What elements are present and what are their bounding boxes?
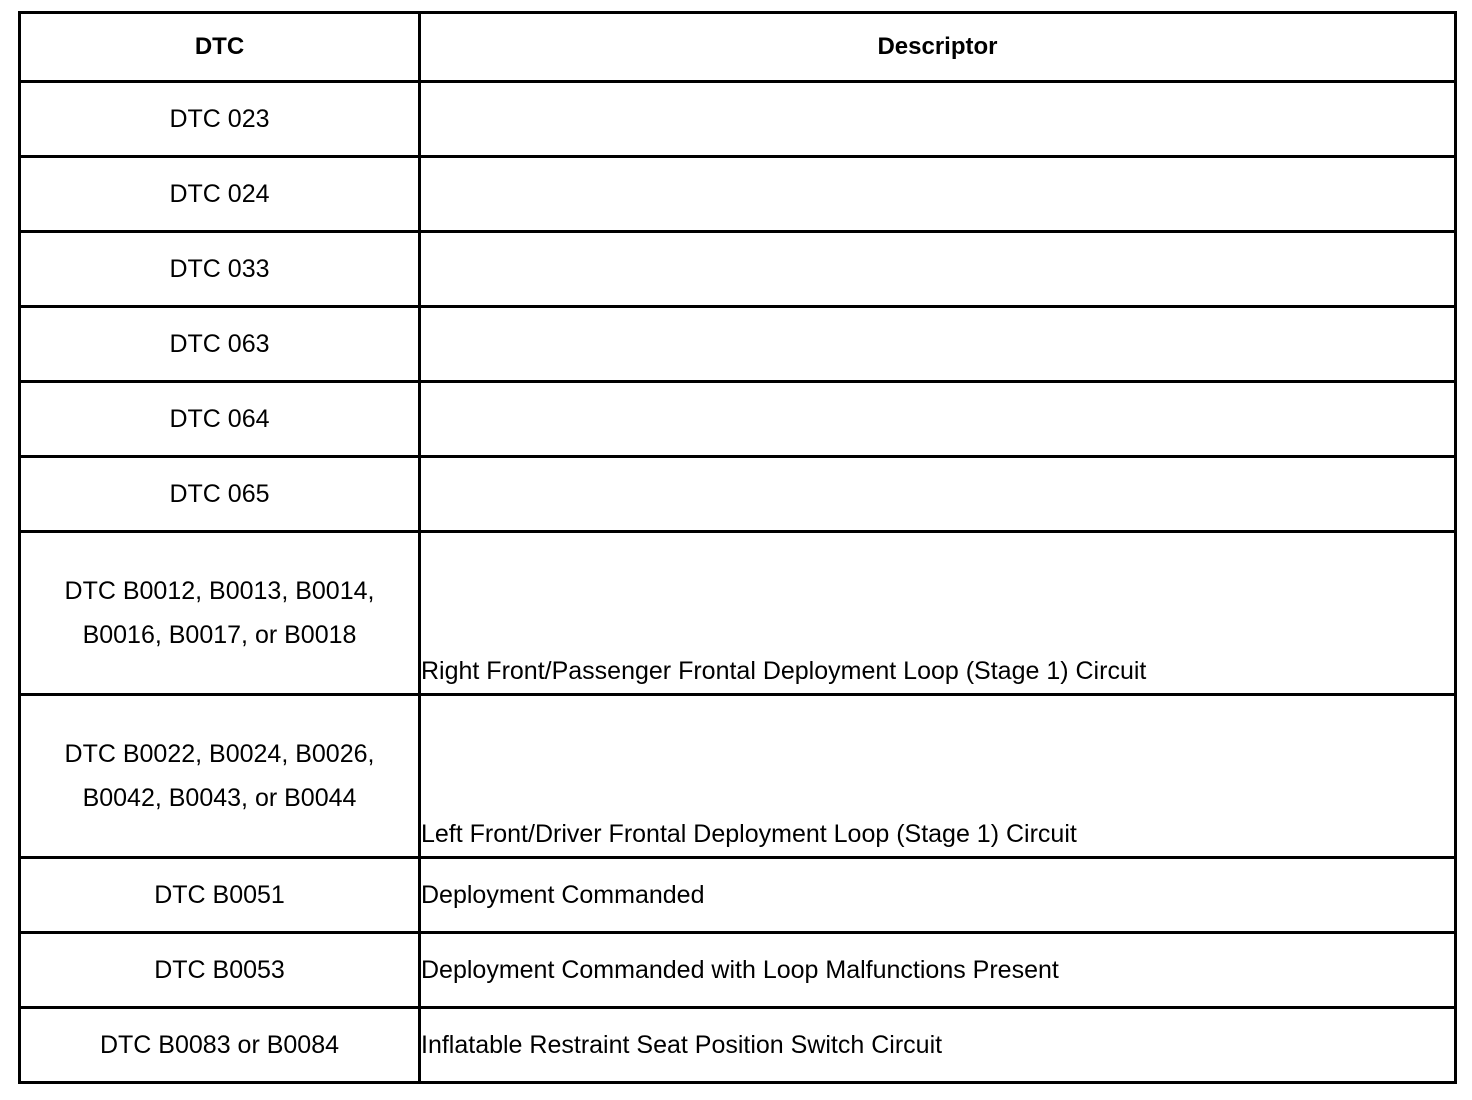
dtc-cell: DTC 023 [20, 82, 420, 157]
table-row [20, 457, 1456, 532]
dtc-cell: DTC B0083 or B0084 [20, 1008, 420, 1083]
table-row [20, 858, 1456, 933]
descriptor-cell [420, 307, 1456, 382]
column-header-descriptor: Descriptor [420, 13, 1456, 82]
table-row [20, 933, 1456, 1008]
descriptor-cell [420, 457, 1456, 532]
table-row [20, 82, 1456, 157]
descriptor-cell [420, 232, 1456, 307]
descriptor-cell: Left Front/Driver Frontal Deployment Loop (Stage 1) Circuit [420, 695, 1456, 858]
descriptor-cell: Right Front/Passenger Frontal Deployment Loop (Stage 1) Circuit [420, 532, 1456, 695]
table-row [20, 307, 1456, 382]
descriptor-cell: Deployment Commanded [420, 858, 1456, 933]
table-row [20, 695, 1456, 858]
dtc-cell [20, 695, 420, 858]
dtc-cell: DTC 064 [20, 382, 420, 457]
dtc-cell: DTC B0051 [20, 858, 420, 933]
dtc-cell: DTC B0053 [20, 933, 420, 1008]
descriptor-cell [420, 382, 1456, 457]
table-row [20, 157, 1456, 232]
dtc-cell-text: DTC B0012, B0013, B0014, B0016, B0017, or B0018 [64, 577, 375, 649]
descriptor-cell [420, 82, 1456, 157]
dtc-descriptor-table [18, 11, 1457, 1084]
table-row [20, 382, 1456, 457]
descriptor-cell [420, 157, 1456, 232]
descriptor-cell: Inflatable Restraint Seat Position Switch Circuit [420, 1008, 1456, 1083]
dtc-cell [20, 532, 420, 695]
dtc-cell: DTC 063 [20, 307, 420, 382]
table-header-row [20, 13, 1456, 82]
dtc-cell: DTC 065 [20, 457, 420, 532]
dtc-cell: DTC 024 [20, 157, 420, 232]
dtc-cell-text: DTC B0022, B0024, B0026, B0042, B0043, or B0044 [64, 740, 375, 812]
table-row [20, 532, 1456, 695]
dtc-cell: DTC 033 [20, 232, 420, 307]
table-row [20, 1008, 1456, 1083]
column-header-dtc: DTC [20, 13, 420, 82]
table-row [20, 232, 1456, 307]
descriptor-cell: Deployment Commanded with Loop Malfunctions Present [420, 933, 1456, 1008]
